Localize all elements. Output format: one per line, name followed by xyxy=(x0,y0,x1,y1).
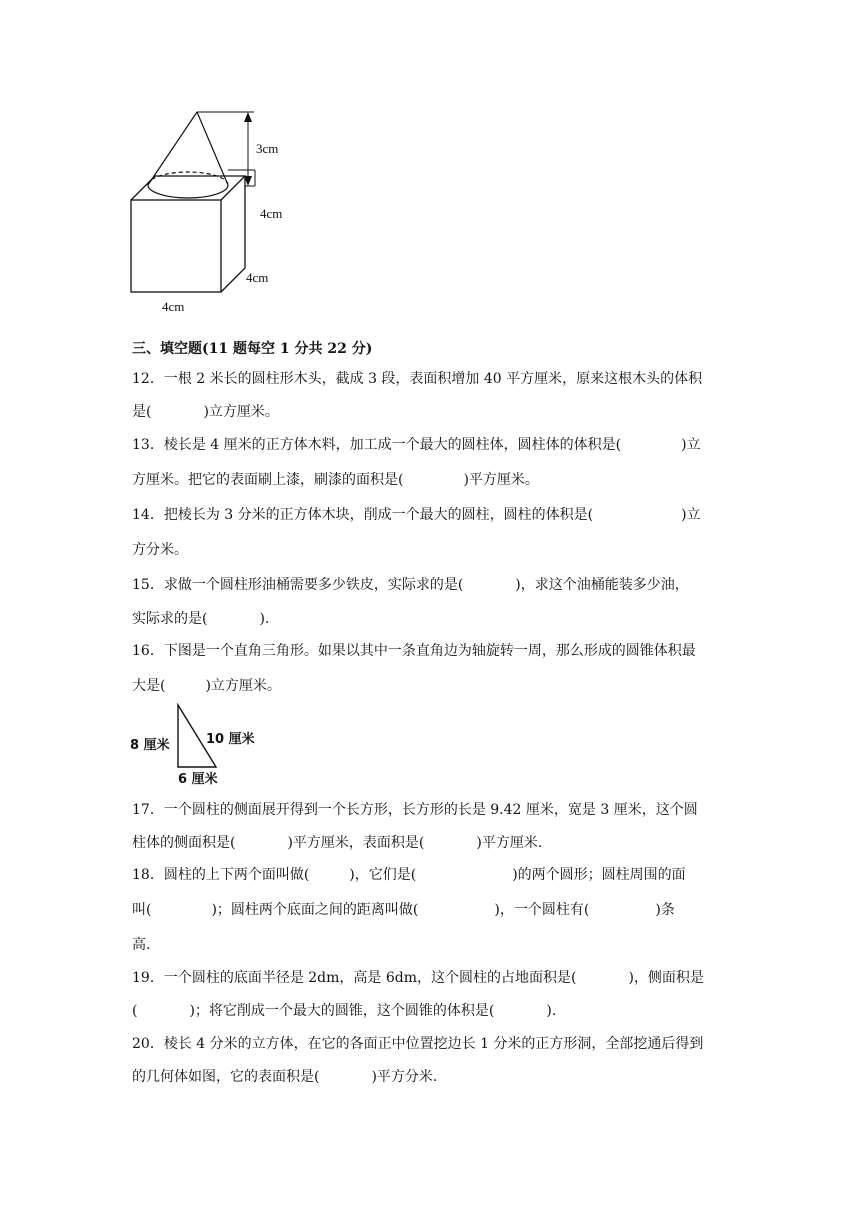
q19-text-c: ( xyxy=(132,1003,138,1019)
q13-line-2 xyxy=(132,471,539,489)
q16-line-1: 16．下图是一个直角三角形。如果以其中一条直角边为轴旋转一周，那么形成的圆锥体积最 xyxy=(132,643,696,659)
cube-depth-label: 4cm xyxy=(246,270,269,285)
q18-text-d: 叫( xyxy=(132,902,152,918)
q20-line-1: 20．棱长 4 分米的立方体，在它的各面正中位置挖边长 1 分米的正方形洞，全部挖通后得到 xyxy=(132,1036,704,1052)
right-triangle-figure xyxy=(128,703,268,785)
cube-front-face xyxy=(131,200,221,292)
cone-height-label: 3cm xyxy=(256,141,279,156)
q18-line-1 xyxy=(132,866,686,884)
q14-line-2: 方分米。 xyxy=(132,542,188,558)
q14-text-b: )立 xyxy=(681,507,701,523)
q18-text-a: 18．圆柱的上下两个面叫做( xyxy=(132,867,310,883)
q17-text-c: )平方厘米. xyxy=(476,835,543,851)
q14-text-a: 14．把棱长为 3 分米的正方体木块，削成一个最大的圆柱，圆柱的体积是( xyxy=(132,507,594,523)
q16-line-2 xyxy=(132,677,281,695)
q17-line-1: 17．一个圆柱的侧面展开得到一个长方形，长方形的长是 9.42 厘米，宽是 3 厘米，这个圆 xyxy=(132,802,698,818)
cone-right-side xyxy=(197,112,228,185)
q19-line-2 xyxy=(132,1002,556,1020)
q18-line-3: 高. xyxy=(132,937,151,953)
triangle-leg-6-label: 6 厘米 xyxy=(178,772,218,785)
q13-text-a: 13．棱长是 4 厘米的正方体木料，加工成一个最大的圆柱体，圆柱体的体积是( xyxy=(132,437,622,453)
cone-base-front xyxy=(148,185,228,198)
q15-line-1 xyxy=(132,576,689,594)
cube-top-face xyxy=(131,176,245,200)
q19-text-e: ). xyxy=(546,1003,557,1019)
q16-text-a: 大是( xyxy=(132,678,166,694)
q19-text-d: )；将它削成一个最大的圆锥，这个圆锥的体积是( xyxy=(189,1003,495,1019)
q13-text-b: )立 xyxy=(681,437,701,453)
q12-line-1: 12．一根 2 米长的圆柱形木头，截成 3 段，表面积增加 40 平方厘米，原来这根木头的体积 xyxy=(132,371,703,387)
q12-text-a: 是( xyxy=(132,404,152,420)
q12-line-2 xyxy=(132,403,279,421)
cone-on-cube-figure xyxy=(118,100,308,320)
triangle-hypotenuse-label: 10 厘米 xyxy=(206,732,255,747)
cone-left-side xyxy=(148,112,197,185)
q18-text-g: )条 xyxy=(655,902,675,918)
q15-text-c: 实际求的是( xyxy=(132,611,208,627)
q13-text-c: 方厘米。把它的表面刷上漆，刷漆的面积是( xyxy=(132,472,404,488)
cube-height-label: 4cm xyxy=(260,206,283,221)
q20-text-a: 的几何体如图，它的表面积是( xyxy=(132,1069,320,1085)
q19-text-a: 19．一个圆柱的底面半径是 2dm，高是 6dm，这个圆柱的占地面积是( xyxy=(132,970,577,986)
q16-text-b: )立方厘米。 xyxy=(205,678,281,694)
height-arrow-top-icon xyxy=(244,112,252,122)
cone-base-back xyxy=(148,172,228,185)
section-title: 三、填空题(11 题每空 1 分共 22 分) xyxy=(132,341,373,357)
q20-line-2 xyxy=(132,1068,437,1086)
q15-text-d: ). xyxy=(259,611,270,627)
q17-text-b: )平方厘米，表面积是( xyxy=(287,835,425,851)
q18-text-c: )的两个圆形；圆柱周围的面 xyxy=(512,867,686,883)
q13-text-d: )平方厘米。 xyxy=(463,472,539,488)
triangle-leg-8-label: 8 厘米 xyxy=(130,738,170,753)
q13-line-1 xyxy=(132,436,701,454)
cube-right-face xyxy=(221,176,245,292)
q15-text-b: )，求这个油桶能装多少油， xyxy=(515,577,689,593)
q18-text-e: )；圆柱两个底面之间的距离叫做( xyxy=(211,902,419,918)
q12-text-b: )立方厘米。 xyxy=(203,404,279,420)
q15-line-2 xyxy=(132,610,269,628)
q14-line-1 xyxy=(132,506,701,524)
q18-line-2 xyxy=(132,901,675,919)
q18-text-b: )，它们是( xyxy=(349,867,417,883)
q19-text-b: )，侧面积是 xyxy=(628,970,704,986)
q19-line-1 xyxy=(132,969,704,987)
q20-text-b: )平方分米. xyxy=(371,1069,438,1085)
q17-line-2 xyxy=(132,834,542,852)
cube-width-label: 4cm xyxy=(162,299,185,314)
q18-text-f: )，一个圆柱有( xyxy=(494,902,590,918)
q17-text-a: 柱体的侧面积是( xyxy=(132,835,236,851)
q15-text-a: 15．求做一个圆柱形油桶需要多少铁皮，实际求的是( xyxy=(132,577,464,593)
